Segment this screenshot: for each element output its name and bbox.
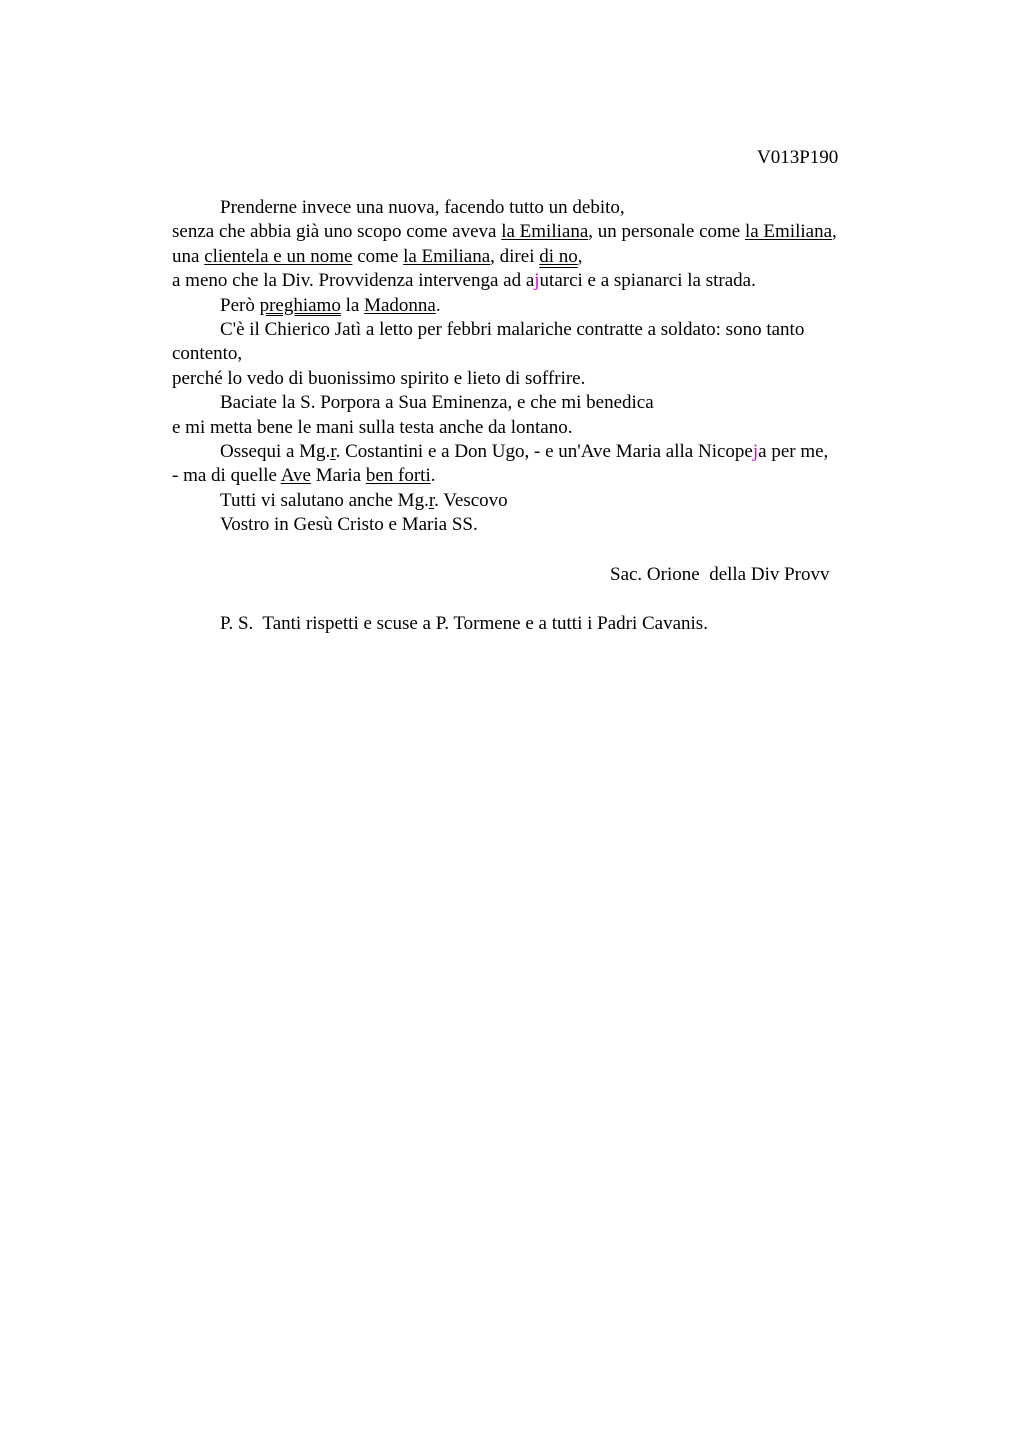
- text-run: Maria: [310, 465, 366, 487]
- paragraph-line: Prenderne invece una nuova, facendo tutto un debito,: [220, 197, 625, 218]
- text-run: , un personale come: [588, 221, 745, 243]
- text-run: senza che abbia già uno scopo come aveva: [172, 221, 502, 243]
- text-run: ,: [832, 221, 837, 243]
- paragraph-line: e mi metta bene le mani sulla testa anche da lontano.: [172, 416, 573, 438]
- text-run: a meno che la Div. Provvidenza intervenga ad a: [172, 270, 535, 292]
- double-underlined-text: di no: [539, 245, 578, 267]
- double-underlined-text: preghiamo: [259, 294, 341, 316]
- signature: Sac. Orione della Div Provv: [610, 564, 830, 585]
- paragraph-line: [172, 489, 902, 513]
- text-run: - ma di quelle: [172, 465, 281, 487]
- paragraph-line: [172, 220, 902, 244]
- text-run: , direi: [490, 245, 540, 267]
- paragraph-line: Vostro in Gesù Cristo e Maria SS.: [220, 514, 478, 536]
- underlined-text: la Emiliana: [403, 245, 491, 267]
- paragraph-line: [172, 269, 902, 293]
- underlined-text: la Emiliana: [501, 221, 589, 243]
- underlined-text: ben forti: [365, 465, 431, 487]
- postscript: P. S. Tanti rispetti e scuse a P. Tormene e a tutti i Padri Cavanis.: [220, 613, 708, 634]
- highlighted-letter: j: [752, 440, 759, 462]
- paragraph-line: [172, 245, 902, 269]
- highlighted-letter: j: [534, 270, 540, 292]
- text-run: Però: [220, 294, 260, 316]
- paragraph-line: Baciate la S. Porpora a Sua Eminenza, e che mi benedica: [220, 392, 654, 414]
- text-run: una: [172, 245, 205, 267]
- text-run: la: [340, 294, 365, 316]
- text-run: come: [352, 245, 404, 267]
- paragraph-line: [172, 464, 902, 488]
- letter-body: [172, 196, 902, 537]
- text-run: a per me,: [758, 440, 829, 462]
- text-run: Tutti vi salutano anche Mg.: [220, 489, 429, 511]
- text-run: utarci e a spianarci la strada.: [539, 270, 756, 292]
- text-run: Ossequi a Mg.: [220, 440, 331, 462]
- text-run: . Costantini e a Don Ugo, - e un'Ave Maria alla Nicope: [335, 440, 753, 462]
- paragraph-line: [172, 294, 902, 318]
- page-code: V013P190: [757, 147, 839, 168]
- text-run: ,: [577, 245, 583, 267]
- underlined-text: r: [330, 440, 336, 462]
- paragraph-line: contento,: [172, 343, 243, 365]
- underlined-text: la Emiliana: [744, 221, 833, 243]
- paragraph-line: C'è il Chierico Jatì a letto per febbri malariche contratte a soldato: sono tanto: [220, 318, 805, 340]
- text-run: .: [435, 294, 441, 316]
- underlined-text: Ave: [280, 465, 311, 487]
- paragraph-line: [172, 440, 902, 464]
- underlined-text: Madonna: [364, 294, 436, 316]
- paragraph-line: perché lo vedo di buonissimo spirito e lieto di soffrire.: [172, 367, 586, 389]
- underlined-text: clientela e un nome: [204, 245, 353, 267]
- underlined-text: r: [428, 489, 435, 511]
- text-run: .: [430, 465, 436, 487]
- text-run: . Vescovo: [434, 489, 508, 511]
